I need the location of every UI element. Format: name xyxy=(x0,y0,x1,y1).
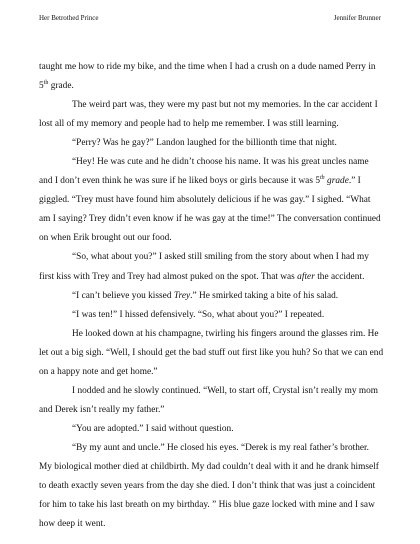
text-run: “Perry? Was he gay?” Landon laughed for the billionth time that night. xyxy=(72,138,337,149)
header-book-title: Her Betrothed Prince xyxy=(39,14,99,22)
text-run: “I was ten!” I hissed defensively. “So, what about you?” I repeated. xyxy=(72,309,325,320)
text-run: “So, what about you?” I asked still smiling from the story about when I had my first kiss with Trey and Trey had almost puked on the spot. That was xyxy=(39,252,369,282)
paragraph xyxy=(39,134,384,153)
text-run: I nodded and he slowly continued. “Well, to start off, Crystal isn’t really my mom and Derek isn’t really my father.” xyxy=(39,385,378,415)
text-run: The weird part was, they were my past but not my memories. In the car accident I lost all of my memory and people had to help me remember. I was still learning. xyxy=(39,100,378,130)
paragraph xyxy=(39,153,384,248)
ordinal-suffix: th xyxy=(43,80,49,87)
paragraph xyxy=(39,306,384,325)
text-run: grade. xyxy=(48,81,74,92)
paragraph xyxy=(39,420,384,439)
emphasized-text: grade xyxy=(324,176,349,187)
paragraph xyxy=(39,96,384,134)
paragraph xyxy=(39,439,384,534)
text-run: “By my aunt and uncle.” He closed his eyes. “Derek is my real father’s brother. My biological mother died at childbirth. My dad couldn’t deal with it and he drank himself to death exactly seven years from the day she died. I don’t think that was just a coincident for him to take his last breath on my birthday. ” His blue gaze locked with mine and I saw how deep it went. xyxy=(39,442,379,530)
ordinal-suffix: th xyxy=(319,175,325,182)
paragraph xyxy=(39,382,384,420)
emphasized-text: Trey xyxy=(173,290,191,301)
header-author-name: Jennifer Brunner xyxy=(333,14,381,22)
text-run: .” He smirked taking a bite of his salad. xyxy=(190,290,339,301)
paragraph xyxy=(39,248,384,286)
paragraph xyxy=(39,58,384,96)
body-text xyxy=(39,58,384,534)
text-run: taught me how to ride my bike, and the time when I had a crush on a dude named Perry in 5 xyxy=(39,62,376,92)
text-run: “You are adopted.” I said without question. xyxy=(72,423,234,434)
paragraph xyxy=(39,325,384,382)
text-run: “Hey! He was cute and he didn’t choose his name. It was his great uncles name and I don’t even think he was sure if he liked boys or girls because it was 5 xyxy=(39,157,369,187)
paragraph xyxy=(39,287,384,306)
text-run: .” I giggled. “Trey must have found him absolutely delicious if he was gay.” I sighed. “What am I saying? Trey didn’t even know if he was gay at the time!” The conversation continued on when Erik brought out our food. xyxy=(39,176,381,244)
emphasized-text: after xyxy=(297,271,315,282)
text-run: “I can’t believe you kissed xyxy=(72,290,174,301)
text-run: He looked down at his champagne, twirling his fingers around the glasses rim. He let out a big sigh. “Well, I should get the bad stuff out first like you huh? So that we can end on a happy note and get home.” xyxy=(39,328,384,377)
text-run: the accident. xyxy=(314,271,365,282)
